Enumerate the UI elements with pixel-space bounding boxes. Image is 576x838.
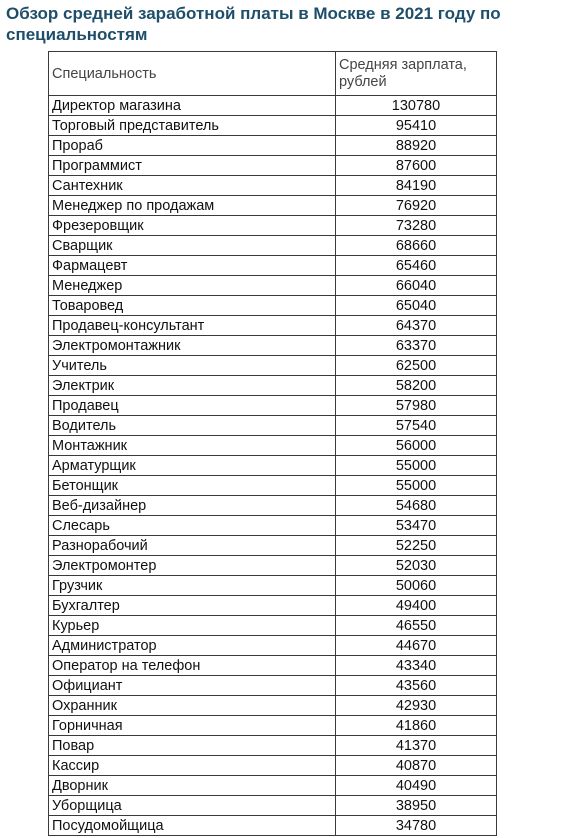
specialty-cell: Менеджер по продажам [49, 196, 336, 216]
table-row [49, 476, 497, 496]
table-row [49, 316, 497, 336]
specialty-cell: Монтажник [49, 436, 336, 456]
specialty-cell: Оператор на телефон [49, 656, 336, 676]
specialty-cell: Продавец-консультант [49, 316, 336, 336]
salary-cell: 38950 [336, 796, 497, 816]
table-row [49, 516, 497, 536]
table-row [49, 796, 497, 816]
salary-cell: 76920 [336, 196, 497, 216]
specialty-cell: Электромонтажник [49, 336, 336, 356]
table-header-row [49, 52, 497, 96]
table-row [49, 196, 497, 216]
specialty-cell: Сантехник [49, 176, 336, 196]
table-row [49, 276, 497, 296]
salary-cell: 50060 [336, 576, 497, 596]
table-row [49, 176, 497, 196]
specialty-cell: Горничная [49, 716, 336, 736]
specialty-cell: Разнорабочий [49, 536, 336, 556]
salary-cell: 54680 [336, 496, 497, 516]
salary-cell: 95410 [336, 116, 497, 136]
table-row [49, 636, 497, 656]
salary-cell: 40490 [336, 776, 497, 796]
specialty-cell: Уборщица [49, 796, 336, 816]
specialty-cell: Прораб [49, 136, 336, 156]
column-header-specialty: Специальность [49, 52, 336, 96]
table-row [49, 336, 497, 356]
salary-cell: 58200 [336, 376, 497, 396]
table-row [49, 156, 497, 176]
salary-cell: 43340 [336, 656, 497, 676]
specialty-cell: Электрик [49, 376, 336, 396]
specialty-cell: Бухгалтер [49, 596, 336, 616]
specialty-cell: Курьер [49, 616, 336, 636]
specialty-cell: Грузчик [49, 576, 336, 596]
salary-cell: 57540 [336, 416, 497, 436]
salary-cell: 49400 [336, 596, 497, 616]
specialty-cell: Продавец [49, 396, 336, 416]
specialty-cell: Бетонщик [49, 476, 336, 496]
table-row [49, 396, 497, 416]
table-row [49, 716, 497, 736]
table-row [49, 656, 497, 676]
salary-cell: 55000 [336, 476, 497, 496]
table-row [49, 116, 497, 136]
page-title: Обзор средней заработной платы в Москве в 2021 году по специальностям [6, 4, 501, 44]
salary-cell: 40870 [336, 756, 497, 776]
specialty-cell: Официант [49, 676, 336, 696]
salary-cell: 44670 [336, 636, 497, 656]
column-header-salary: Средняя зарплата, рублей [336, 52, 497, 96]
table-row [49, 436, 497, 456]
specialty-cell: Программист [49, 156, 336, 176]
salary-cell: 41860 [336, 716, 497, 736]
salary-cell: 73280 [336, 216, 497, 236]
salary-cell: 65040 [336, 296, 497, 316]
specialty-cell: Фрезеровщик [49, 216, 336, 236]
specialty-cell: Водитель [49, 416, 336, 436]
salary-cell: 87600 [336, 156, 497, 176]
table-row [49, 456, 497, 476]
specialty-cell: Администратор [49, 636, 336, 656]
table-row [49, 356, 497, 376]
salary-table [48, 51, 497, 836]
specialty-cell: Директор магазина [49, 96, 336, 116]
table-row [49, 236, 497, 256]
table-row [49, 776, 497, 796]
salary-cell: 43560 [336, 676, 497, 696]
table-row [49, 256, 497, 276]
specialty-cell: Кассир [49, 756, 336, 776]
table-row [49, 596, 497, 616]
salary-cell: 52030 [336, 556, 497, 576]
salary-cell: 130780 [336, 96, 497, 116]
table-row [49, 816, 497, 836]
table-row [49, 756, 497, 776]
specialty-cell: Менеджер [49, 276, 336, 296]
salary-cell: 66040 [336, 276, 497, 296]
salary-cell: 84190 [336, 176, 497, 196]
table-row [49, 216, 497, 236]
table-row [49, 96, 497, 116]
salary-cell: 55000 [336, 456, 497, 476]
salary-cell: 63370 [336, 336, 497, 356]
specialty-cell: Слесарь [49, 516, 336, 536]
table-row [49, 296, 497, 316]
specialty-cell: Дворник [49, 776, 336, 796]
salary-cell: 65460 [336, 256, 497, 276]
salary-cell: 62500 [336, 356, 497, 376]
table-row [49, 556, 497, 576]
specialty-cell: Повар [49, 736, 336, 756]
specialty-cell: Сварщик [49, 236, 336, 256]
salary-cell: 34780 [336, 816, 497, 836]
salary-cell: 46550 [336, 616, 497, 636]
table-row [49, 616, 497, 636]
specialty-cell: Веб-дизайнер [49, 496, 336, 516]
table-row [49, 696, 497, 716]
table-row [49, 496, 497, 516]
table-row [49, 676, 497, 696]
salary-cell: 56000 [336, 436, 497, 456]
specialty-cell: Фармацевт [49, 256, 336, 276]
specialty-cell: Товаровед [49, 296, 336, 316]
specialty-cell: Учитель [49, 356, 336, 376]
salary-cell: 68660 [336, 236, 497, 256]
specialty-cell: Посудомойщица [49, 816, 336, 836]
salary-cell: 57980 [336, 396, 497, 416]
salary-cell: 42930 [336, 696, 497, 716]
specialty-cell: Охранник [49, 696, 336, 716]
table-row [49, 416, 497, 436]
salary-cell: 53470 [336, 516, 497, 536]
table-row [49, 376, 497, 396]
specialty-cell: Электромонтер [49, 556, 336, 576]
table-row [49, 136, 497, 156]
specialty-cell: Арматурщик [49, 456, 336, 476]
salary-cell: 88920 [336, 136, 497, 156]
salary-cell: 52250 [336, 536, 497, 556]
table-row [49, 576, 497, 596]
table-body [49, 96, 497, 836]
table-row [49, 536, 497, 556]
salary-cell: 64370 [336, 316, 497, 336]
salary-cell: 41370 [336, 736, 497, 756]
specialty-cell: Торговый представитель [49, 116, 336, 136]
table-row [49, 736, 497, 756]
